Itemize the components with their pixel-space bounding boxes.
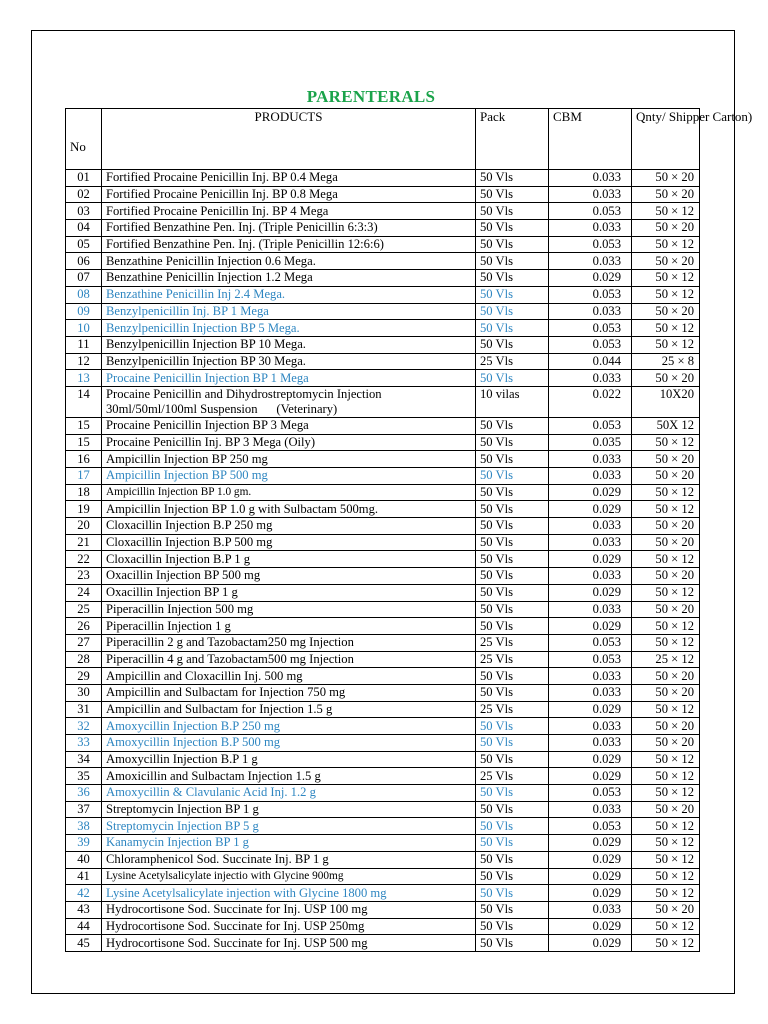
row-number: 05 [66, 236, 102, 253]
table-row [66, 851, 700, 868]
pack-size: 50 Vls [476, 601, 549, 618]
product-name: Piperacillin Injection 1 g [102, 618, 476, 635]
cbm-value: 0.035 [549, 434, 632, 451]
row-number: 42 [66, 885, 102, 902]
cbm-value: 0.033 [549, 518, 632, 535]
table-row [66, 501, 700, 518]
product-name: Hydrocortisone Sod. Succinate for Inj. USP 100 mg [102, 901, 476, 918]
pack-size: 50 Vls [476, 451, 549, 468]
product-name: Fortified Procaine Penicillin Inj. BP 0.8 Mega [102, 186, 476, 203]
carton-qty: 25 × 12 [632, 651, 700, 668]
row-number: 24 [66, 584, 102, 601]
product-name: Benzathine Penicillin Injection 0.6 Mega. [102, 253, 476, 270]
row-number: 25 [66, 601, 102, 618]
table-row [66, 386, 700, 417]
table-row [66, 768, 700, 785]
carton-qty: 50 × 12 [632, 236, 700, 253]
product-name-line2: 30ml/50ml/100ml Suspension (Veterinary) [106, 401, 338, 416]
product-name: Ampicillin and Cloxacillin Inj. 500 mg [102, 668, 476, 685]
product-name: Ampicillin Injection BP 1.0 gm. [102, 484, 476, 501]
pack-size: 50 Vls [476, 320, 549, 337]
table-row [66, 568, 700, 585]
table-row [66, 918, 700, 935]
carton-qty: 50 × 12 [632, 835, 700, 852]
cbm-value: 0.029 [549, 885, 632, 902]
cbm-value: 0.029 [549, 501, 632, 518]
row-number: 44 [66, 918, 102, 935]
table-row [66, 468, 700, 485]
table-row [66, 303, 700, 320]
pack-size: 50 Vls [476, 618, 549, 635]
product-name: Ampicillin and Sulbactam for Injection 1.5 g [102, 701, 476, 718]
row-number: 40 [66, 851, 102, 868]
row-number: 04 [66, 220, 102, 237]
row-number: 26 [66, 618, 102, 635]
table-row [66, 751, 700, 768]
product-name: Kanamycin Injection BP 1 g [102, 835, 476, 852]
product-name: Cloxacillin Injection B.P 500 mg [102, 534, 476, 551]
product-name: Amoxycillin Injection B.P 1 g [102, 751, 476, 768]
row-number: 19 [66, 501, 102, 518]
row-number: 39 [66, 835, 102, 852]
carton-qty: 50 × 12 [632, 701, 700, 718]
pack-size: 50 Vls [476, 785, 549, 802]
product-name: Cloxacillin Injection B.P 250 mg [102, 518, 476, 535]
header-products: PRODUCTS [102, 109, 476, 170]
table-row [66, 336, 700, 353]
cbm-value: 0.053 [549, 417, 632, 434]
carton-qty: 50 × 20 [632, 170, 700, 187]
table-row [66, 684, 700, 701]
cbm-value: 0.033 [549, 668, 632, 685]
carton-qty: 50 × 12 [632, 751, 700, 768]
product-name: Fortified Procaine Penicillin Inj. BP 4 Mega [102, 203, 476, 220]
header-pack: Pack [476, 109, 549, 170]
pack-size: 50 Vls [476, 253, 549, 270]
product-name: Streptomycin Injection BP 1 g [102, 801, 476, 818]
product-name: Ampicillin Injection BP 500 mg [102, 468, 476, 485]
product-name: Cloxacillin Injection B.P 1 g [102, 551, 476, 568]
pack-size: 50 Vls [476, 818, 549, 835]
header-no: No [66, 109, 102, 170]
pack-size: 50 Vls [476, 417, 549, 434]
carton-qty: 50 × 12 [632, 484, 700, 501]
product-name: Fortified Benzathine Pen. Inj. (Triple Penicillin 6:3:3) [102, 220, 476, 237]
carton-qty: 50X 12 [632, 417, 700, 434]
pack-size: 50 Vls [476, 434, 549, 451]
table-row [66, 718, 700, 735]
table-row [66, 186, 700, 203]
table-row [66, 434, 700, 451]
cbm-value: 0.033 [549, 451, 632, 468]
carton-qty: 50 × 12 [632, 618, 700, 635]
row-number: 31 [66, 701, 102, 718]
cbm-value: 0.029 [549, 584, 632, 601]
pack-size: 50 Vls [476, 684, 549, 701]
row-number: 12 [66, 353, 102, 370]
carton-qty: 50 × 20 [632, 668, 700, 685]
carton-qty: 50 × 20 [632, 601, 700, 618]
carton-qty: 50 × 20 [632, 220, 700, 237]
table-row [66, 518, 700, 535]
row-number: 23 [66, 568, 102, 585]
product-name: Lysine Acetylsalicylate injection with Glycine 1800 mg [102, 885, 476, 902]
product-name: Piperacillin 2 g and Tazobactam250 mg Injection [102, 634, 476, 651]
carton-qty: 50 × 12 [632, 270, 700, 287]
pack-size: 50 Vls [476, 901, 549, 918]
cbm-value: 0.029 [549, 701, 632, 718]
table-row [66, 634, 700, 651]
row-number: 34 [66, 751, 102, 768]
table-row [66, 551, 700, 568]
pack-size: 50 Vls [476, 568, 549, 585]
cbm-value: 0.029 [549, 918, 632, 935]
carton-qty: 50 × 20 [632, 370, 700, 387]
cbm-value: 0.053 [549, 236, 632, 253]
product-name: Hydrocortisone Sod. Succinate for Inj. USP 250mg [102, 918, 476, 935]
cbm-value: 0.053 [549, 336, 632, 353]
product-name: Procaine Penicillin Inj. BP 3 Mega (Oily) [102, 434, 476, 451]
header-qty: Qnty/ Shipper Carton) [632, 109, 700, 170]
cbm-value: 0.033 [549, 568, 632, 585]
pack-size: 25 Vls [476, 701, 549, 718]
row-number: 32 [66, 718, 102, 735]
carton-qty: 50 × 12 [632, 768, 700, 785]
pack-size: 50 Vls [476, 186, 549, 203]
table-row [66, 203, 700, 220]
table-row [66, 484, 700, 501]
table-row [66, 868, 700, 885]
cbm-value: 0.033 [549, 220, 632, 237]
pack-size: 50 Vls [476, 336, 549, 353]
pack-size: 50 Vls [476, 203, 549, 220]
pack-size: 50 Vls [476, 935, 549, 952]
table-row [66, 601, 700, 618]
cbm-value: 0.033 [549, 901, 632, 918]
carton-qty: 50 × 12 [632, 634, 700, 651]
cbm-value: 0.053 [549, 203, 632, 220]
pack-size: 50 Vls [476, 885, 549, 902]
row-number: 16 [66, 451, 102, 468]
table-row [66, 370, 700, 387]
row-number: 13 [66, 370, 102, 387]
product-name: Amoxicillin and Sulbactam Injection 1.5 g [102, 768, 476, 785]
cbm-value: 0.033 [549, 601, 632, 618]
product-name: Procaine Penicillin Injection BP 1 Mega [102, 370, 476, 387]
pack-size: 50 Vls [476, 170, 549, 187]
carton-qty: 50 × 20 [632, 735, 700, 752]
pack-size: 25 Vls [476, 634, 549, 651]
page-title: PARENTERALS [306, 87, 436, 106]
product-name: Benzylpenicillin Injection BP 5 Mega. [102, 320, 476, 337]
table-row [66, 417, 700, 434]
cbm-value: 0.029 [549, 551, 632, 568]
row-number: 29 [66, 668, 102, 685]
product-name: Benzathine Penicillin Injection 1.2 Mega [102, 270, 476, 287]
table-row [66, 170, 700, 187]
product-name: Fortified Procaine Penicillin Inj. BP 0.4 Mega [102, 170, 476, 187]
table-header-row [66, 109, 700, 170]
cbm-value: 0.033 [549, 801, 632, 818]
cbm-value: 0.029 [549, 768, 632, 785]
pack-size: 25 Vls [476, 768, 549, 785]
cbm-value: 0.033 [549, 718, 632, 735]
carton-qty: 50 × 12 [632, 551, 700, 568]
row-number: 02 [66, 186, 102, 203]
carton-qty: 50 × 12 [632, 818, 700, 835]
row-number: 03 [66, 203, 102, 220]
table-row [66, 353, 700, 370]
cbm-value: 0.022 [549, 386, 632, 417]
product-name: Procaine Penicillin Injection BP 3 Mega [102, 417, 476, 434]
table-body [66, 170, 700, 952]
table-row [66, 735, 700, 752]
pack-size: 50 Vls [476, 518, 549, 535]
product-name: Ampicillin Injection BP 1.0 g with Sulbactam 500mg. [102, 501, 476, 518]
table-row [66, 236, 700, 253]
carton-qty: 50 × 12 [632, 203, 700, 220]
carton-qty: 50 × 12 [632, 286, 700, 303]
product-name: Lysine Acetylsalicylate injectio with Glycine 900mg [102, 868, 476, 885]
carton-qty: 50 × 20 [632, 468, 700, 485]
pack-size: 50 Vls [476, 735, 549, 752]
pack-size: 50 Vls [476, 220, 549, 237]
row-number: 38 [66, 818, 102, 835]
pack-size: 50 Vls [476, 551, 549, 568]
row-number: 15 [66, 417, 102, 434]
pack-size: 50 Vls [476, 868, 549, 885]
table-row [66, 451, 700, 468]
row-number: 14 [66, 386, 102, 417]
row-number: 28 [66, 651, 102, 668]
cbm-value: 0.044 [549, 353, 632, 370]
table-row [66, 801, 700, 818]
carton-qty: 50 × 12 [632, 851, 700, 868]
carton-qty: 50 × 20 [632, 901, 700, 918]
row-number: 15 [66, 434, 102, 451]
cbm-value: 0.053 [549, 818, 632, 835]
carton-qty: 50 × 12 [632, 501, 700, 518]
product-name: Ampicillin and Sulbactam for Injection 750 mg [102, 684, 476, 701]
cbm-value: 0.053 [549, 320, 632, 337]
pack-size: 50 Vls [476, 468, 549, 485]
cbm-value: 0.029 [549, 484, 632, 501]
row-number: 07 [66, 270, 102, 287]
product-name: Oxacillin Injection BP 500 mg [102, 568, 476, 585]
product-name: Fortified Benzathine Pen. Inj. (Triple Penicillin 12:6:6) [102, 236, 476, 253]
cbm-value: 0.033 [549, 735, 632, 752]
product-name: Benzylpenicillin Injection BP 30 Mega. [102, 353, 476, 370]
pack-size: 50 Vls [476, 286, 549, 303]
table-row [66, 701, 700, 718]
row-number: 22 [66, 551, 102, 568]
row-number: 37 [66, 801, 102, 818]
cbm-value: 0.033 [549, 684, 632, 701]
row-number: 11 [66, 336, 102, 353]
carton-qty: 50 × 20 [632, 253, 700, 270]
cbm-value: 0.029 [549, 835, 632, 852]
table-row [66, 818, 700, 835]
cbm-value: 0.033 [549, 534, 632, 551]
carton-qty: 50 × 20 [632, 801, 700, 818]
cbm-value: 0.053 [549, 785, 632, 802]
table-row [66, 935, 700, 952]
pack-size: 50 Vls [476, 668, 549, 685]
carton-qty: 50 × 20 [632, 534, 700, 551]
cbm-value: 0.053 [549, 634, 632, 651]
cbm-value: 0.029 [549, 751, 632, 768]
cbm-value: 0.029 [549, 935, 632, 952]
row-number: 41 [66, 868, 102, 885]
product-name: Benzylpenicillin Inj. BP 1 Mega [102, 303, 476, 320]
product-name-line1: Procaine Penicillin and Dihydrostreptomycin Injection [106, 386, 382, 401]
product-name [102, 386, 476, 417]
table-row [66, 618, 700, 635]
pack-size: 50 Vls [476, 236, 549, 253]
carton-qty: 50 × 12 [632, 885, 700, 902]
carton-qty: 50 × 12 [632, 336, 700, 353]
cbm-value: 0.053 [549, 286, 632, 303]
table-row [66, 286, 700, 303]
carton-qty: 50 × 12 [632, 434, 700, 451]
pack-size: 25 Vls [476, 651, 549, 668]
table-row [66, 584, 700, 601]
carton-qty: 50 × 20 [632, 186, 700, 203]
pack-size: 50 Vls [476, 718, 549, 735]
product-name: Oxacillin Injection BP 1 g [102, 584, 476, 601]
cbm-value: 0.029 [549, 270, 632, 287]
product-name: Chloramphenicol Sod. Succinate Inj. BP 1 g [102, 851, 476, 868]
table-row [66, 651, 700, 668]
row-number: 21 [66, 534, 102, 551]
cbm-value: 0.033 [549, 370, 632, 387]
table-row [66, 668, 700, 685]
cbm-value: 0.053 [549, 651, 632, 668]
table-row [66, 220, 700, 237]
table-row [66, 534, 700, 551]
product-name: Ampicillin Injection BP 250 mg [102, 451, 476, 468]
product-name: Piperacillin 4 g and Tazobactam500 mg Injection [102, 651, 476, 668]
products-table [65, 108, 753, 952]
carton-qty: 50 × 20 [632, 303, 700, 320]
header-cbm: CBM [549, 109, 632, 170]
cbm-value: 0.029 [549, 618, 632, 635]
carton-qty: 50 × 20 [632, 718, 700, 735]
carton-qty: 50 × 12 [632, 935, 700, 952]
product-name: Amoxycillin Injection B.P 250 mg [102, 718, 476, 735]
cbm-value: 0.029 [549, 868, 632, 885]
carton-qty: 50 × 12 [632, 918, 700, 935]
row-number: 09 [66, 303, 102, 320]
product-name: Amoxycillin & Clavulanic Acid Inj. 1.2 g [102, 785, 476, 802]
pack-size: 50 Vls [476, 501, 549, 518]
carton-qty: 50 × 20 [632, 518, 700, 535]
row-number: 01 [66, 170, 102, 187]
table-row [66, 253, 700, 270]
pack-size: 50 Vls [476, 751, 549, 768]
pack-size: 50 Vls [476, 584, 549, 601]
cbm-value: 0.033 [549, 468, 632, 485]
carton-qty: 10X20 [632, 386, 700, 417]
carton-qty: 50 × 12 [632, 868, 700, 885]
pack-size: 50 Vls [476, 851, 549, 868]
row-number: 18 [66, 484, 102, 501]
pack-size: 50 Vls [476, 801, 549, 818]
row-number: 30 [66, 684, 102, 701]
row-number: 10 [66, 320, 102, 337]
pack-size: 50 Vls [476, 918, 549, 935]
pack-size: 50 Vls [476, 484, 549, 501]
row-number: 36 [66, 785, 102, 802]
pack-size: 50 Vls [476, 370, 549, 387]
cbm-value: 0.033 [549, 186, 632, 203]
table-row [66, 785, 700, 802]
carton-qty: 50 × 20 [632, 568, 700, 585]
table-row [66, 885, 700, 902]
cbm-value: 0.033 [549, 170, 632, 187]
row-number: 17 [66, 468, 102, 485]
product-name: Hydrocortisone Sod. Succinate for Inj. USP 500 mg [102, 935, 476, 952]
row-number: 27 [66, 634, 102, 651]
table-row [66, 901, 700, 918]
cbm-value: 0.033 [549, 253, 632, 270]
table-row [66, 835, 700, 852]
pack-size: 10 vilas [476, 386, 549, 417]
row-number: 45 [66, 935, 102, 952]
row-number: 20 [66, 518, 102, 535]
product-name: Benzylpenicillin Injection BP 10 Mega. [102, 336, 476, 353]
pack-size: 50 Vls [476, 303, 549, 320]
row-number: 35 [66, 768, 102, 785]
row-number: 33 [66, 735, 102, 752]
row-number: 08 [66, 286, 102, 303]
row-number: 43 [66, 901, 102, 918]
carton-qty: 50 × 20 [632, 684, 700, 701]
cbm-value: 0.033 [549, 303, 632, 320]
product-name: Benzathine Penicillin Inj 2.4 Mega. [102, 286, 476, 303]
pack-size: 50 Vls [476, 534, 549, 551]
carton-qty: 50 × 20 [632, 451, 700, 468]
table-row [66, 270, 700, 287]
carton-qty: 25 × 8 [632, 353, 700, 370]
carton-qty: 50 × 12 [632, 584, 700, 601]
table-row [66, 320, 700, 337]
pack-size: 25 Vls [476, 353, 549, 370]
pack-size: 50 Vls [476, 270, 549, 287]
product-name: Piperacillin Injection 500 mg [102, 601, 476, 618]
row-number: 06 [66, 253, 102, 270]
product-name: Streptomycin Injection BP 5 g [102, 818, 476, 835]
carton-qty: 50 × 12 [632, 320, 700, 337]
cbm-value: 0.029 [549, 851, 632, 868]
product-name: Amoxycillin Injection B.P 500 mg [102, 735, 476, 752]
carton-qty: 50 × 12 [632, 785, 700, 802]
pack-size: 50 Vls [476, 835, 549, 852]
